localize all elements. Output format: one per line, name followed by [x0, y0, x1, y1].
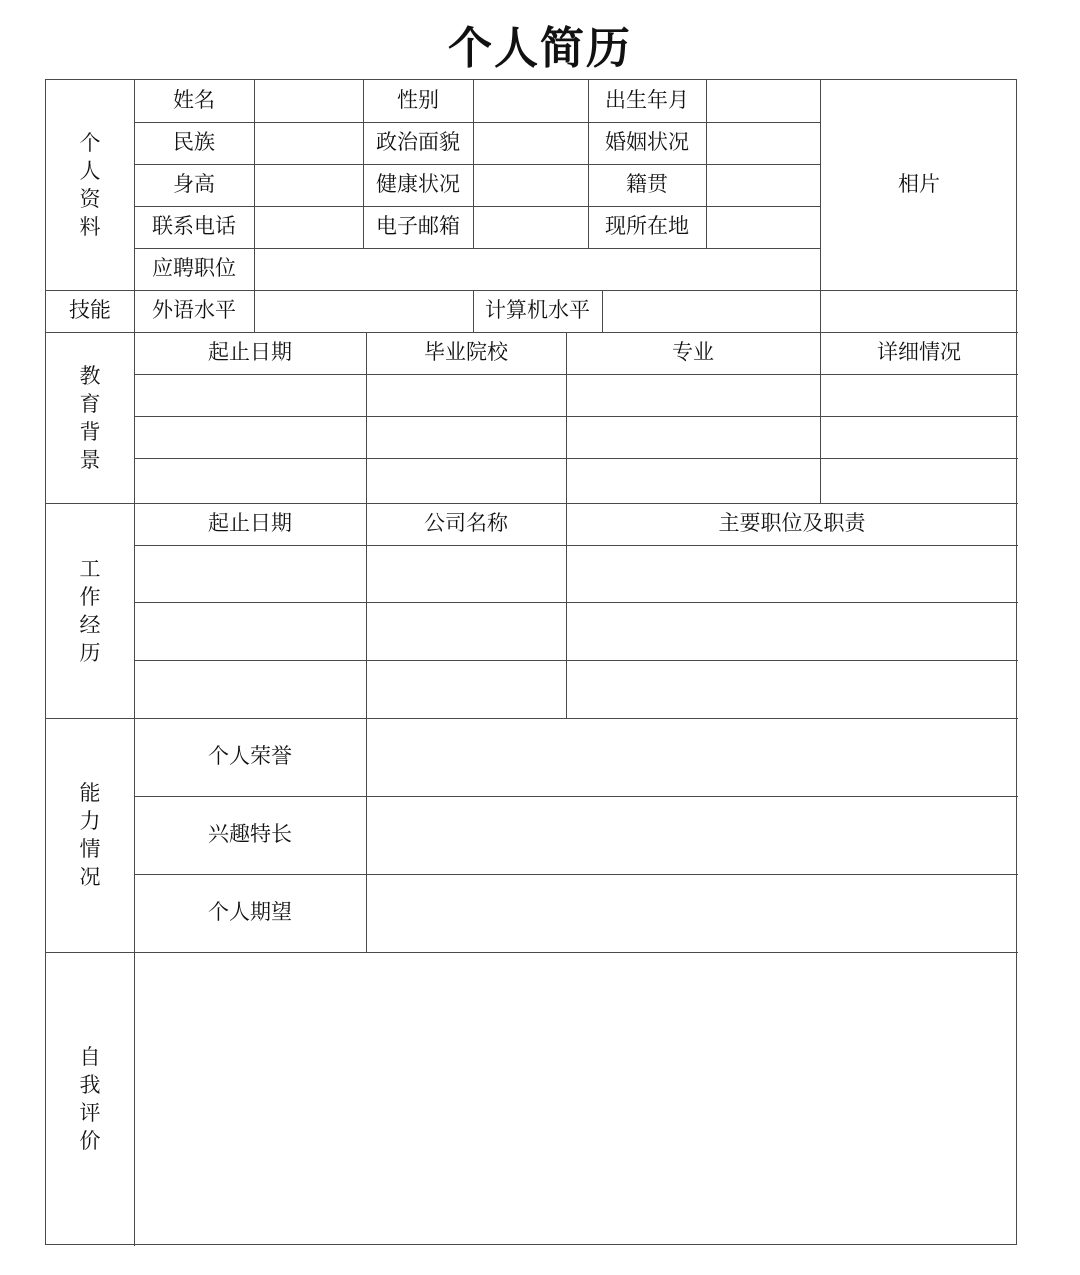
height-field[interactable] — [254, 164, 363, 206]
health-field[interactable] — [473, 164, 588, 206]
education-row[interactable] — [134, 416, 1018, 458]
native-place-field[interactable] — [706, 164, 820, 206]
work-header-date: 起止日期 — [208, 511, 292, 536]
birth-field[interactable] — [706, 80, 820, 122]
phone-field[interactable] — [254, 206, 363, 248]
language-field[interactable] — [254, 290, 473, 332]
label-political: 政治面貌 — [376, 130, 460, 155]
edu-header-school: 毕业院校 — [424, 340, 508, 365]
label-native-place: 籍贯 — [626, 172, 668, 197]
section-label-work: 工 作 经 历 — [79, 556, 101, 665]
label-email: 电子邮箱 — [376, 214, 460, 239]
photo-placeholder[interactable]: 相片 — [898, 172, 940, 197]
label-ethnicity: 民族 — [173, 130, 215, 155]
label-marital: 婚姻状况 — [605, 130, 689, 155]
name-field[interactable] — [254, 80, 363, 122]
work-row[interactable] — [134, 602, 1018, 660]
work-header-duties: 主要职位及职责 — [718, 511, 866, 536]
computer-field[interactable] — [602, 290, 1018, 332]
label-name: 姓名 — [173, 88, 215, 113]
marital-field[interactable] — [706, 122, 820, 164]
email-field[interactable] — [473, 206, 588, 248]
honors-field[interactable] — [366, 718, 1018, 796]
expectation-field[interactable] — [366, 874, 1018, 952]
resume-table — [45, 79, 1017, 1245]
label-location: 现所在地 — [605, 214, 689, 239]
ethnicity-field[interactable] — [254, 122, 363, 164]
label-phone: 联系电话 — [152, 214, 236, 239]
political-field[interactable] — [473, 122, 588, 164]
label-position: 应聘职位 — [152, 256, 236, 281]
section-label-skills: 技能 — [69, 298, 111, 323]
label-health: 健康状况 — [376, 172, 460, 197]
label-expectation: 个人期望 — [208, 900, 292, 925]
edu-header-date: 起止日期 — [208, 340, 292, 365]
work-row[interactable] — [134, 660, 1018, 718]
section-label-ability: 能 力 情 况 — [79, 781, 101, 889]
section-label-personal: 个 人 资 料 — [79, 131, 101, 239]
edu-header-major: 专业 — [672, 340, 714, 365]
self-eval-field[interactable] — [134, 952, 1018, 1246]
label-language: 外语水平 — [152, 298, 236, 323]
label-birth: 出生年月 — [605, 88, 689, 113]
gender-field[interactable] — [473, 80, 588, 122]
page-title: 个人简历 — [448, 23, 632, 74]
label-gender: 性别 — [397, 88, 439, 113]
edu-header-details: 详细情况 — [877, 340, 961, 365]
work-header-company: 公司名称 — [424, 511, 508, 536]
location-field[interactable] — [706, 206, 820, 248]
education-row[interactable] — [134, 374, 1018, 416]
label-computer: 计算机水平 — [485, 298, 590, 323]
position-field[interactable] — [254, 248, 820, 290]
work-row[interactable] — [134, 545, 1018, 602]
education-row[interactable] — [134, 458, 1018, 503]
label-honors: 个人荣誉 — [208, 744, 292, 769]
section-label-self-eval: 自 我 评 价 — [79, 1045, 101, 1153]
label-interests: 兴趣特长 — [208, 822, 292, 847]
section-label-education: 教 育 背 景 — [79, 363, 101, 472]
interests-field[interactable] — [366, 796, 1018, 874]
label-height: 身高 — [173, 172, 215, 197]
